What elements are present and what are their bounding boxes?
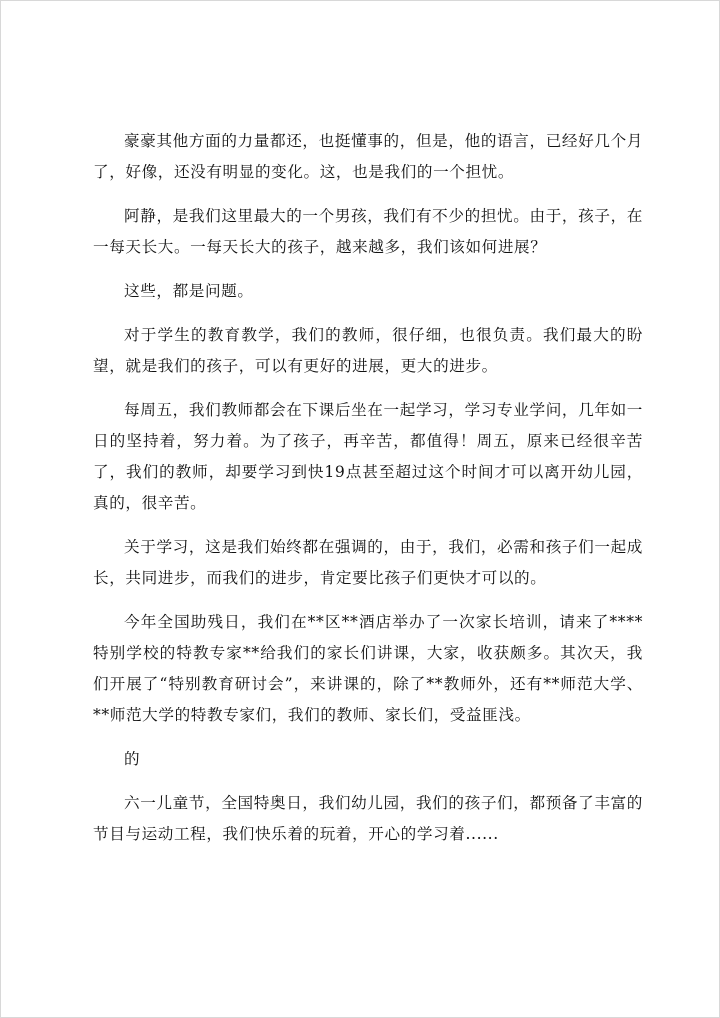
paragraph-teaching-responsibility: 对于学生的教育教学，我们的教师，很仔细，也很负责。我们最大的盼望，就是我们的孩子，可以有更好的进展，更大的进步。 [93,326,643,375]
paragraph-stray-character: 的 [124,750,141,768]
paragraph-disability-day-training: 今年全国助残日，我们在**区**酒店举办了一次家长培训，请来了****特别学校的特教专家**给我们的家长们讲课，大家，收获颇多。其次天，我们开展了“特别教育研讨会”，来讲课的，除了**教师外，还有**师范大学、**师范大学的特教专家们，我们的教师、家长们，受益匪浅。 [93,613,643,724]
paragraph-friday-study: 每周五，我们教师都会在下课后坐在一起学习，学习专业学问，几年如一日的坚持着，努力着。为了孩子，再辛苦，都值得！周五，原来已经很辛苦了，我们的教师，却要学习到快19点甚至超过这个时间才可以离开幼儿园，真的，很辛苦。 [93,401,643,512]
paragraph-haohao-language: 豪豪其他方面的力量都还，也挺懂事的，但是，他的语言，已经好几个月了，好像，还没有明显的变化。这，也是我们的一个担忧。 [93,132,643,181]
paragraph-ajing-concerns: 阿静，是我们这里最大的一个男孩，我们有不少的担忧。由于，孩子，在一每天长大。一每天长大的孩子，越来越多，我们该如何进展？ [93,207,643,256]
document-body [93,126,643,863]
paragraph-learning-emphasis: 关于学习，这是我们始终都在强调的，由于，我们，必需和孩子们一起成长，共同进步，而我们的进步，肯定要比孩子们更快才可以的。 [93,538,643,587]
paragraph-childrens-day: 六一儿童节，全国特奥日，我们幼儿园，我们的孩子们，都预备了丰富的节目与运动工程，我们快乐着的玩着，开心的学习着...... [93,794,643,843]
paragraph-problems: 这些，都是问题。 [124,282,254,300]
